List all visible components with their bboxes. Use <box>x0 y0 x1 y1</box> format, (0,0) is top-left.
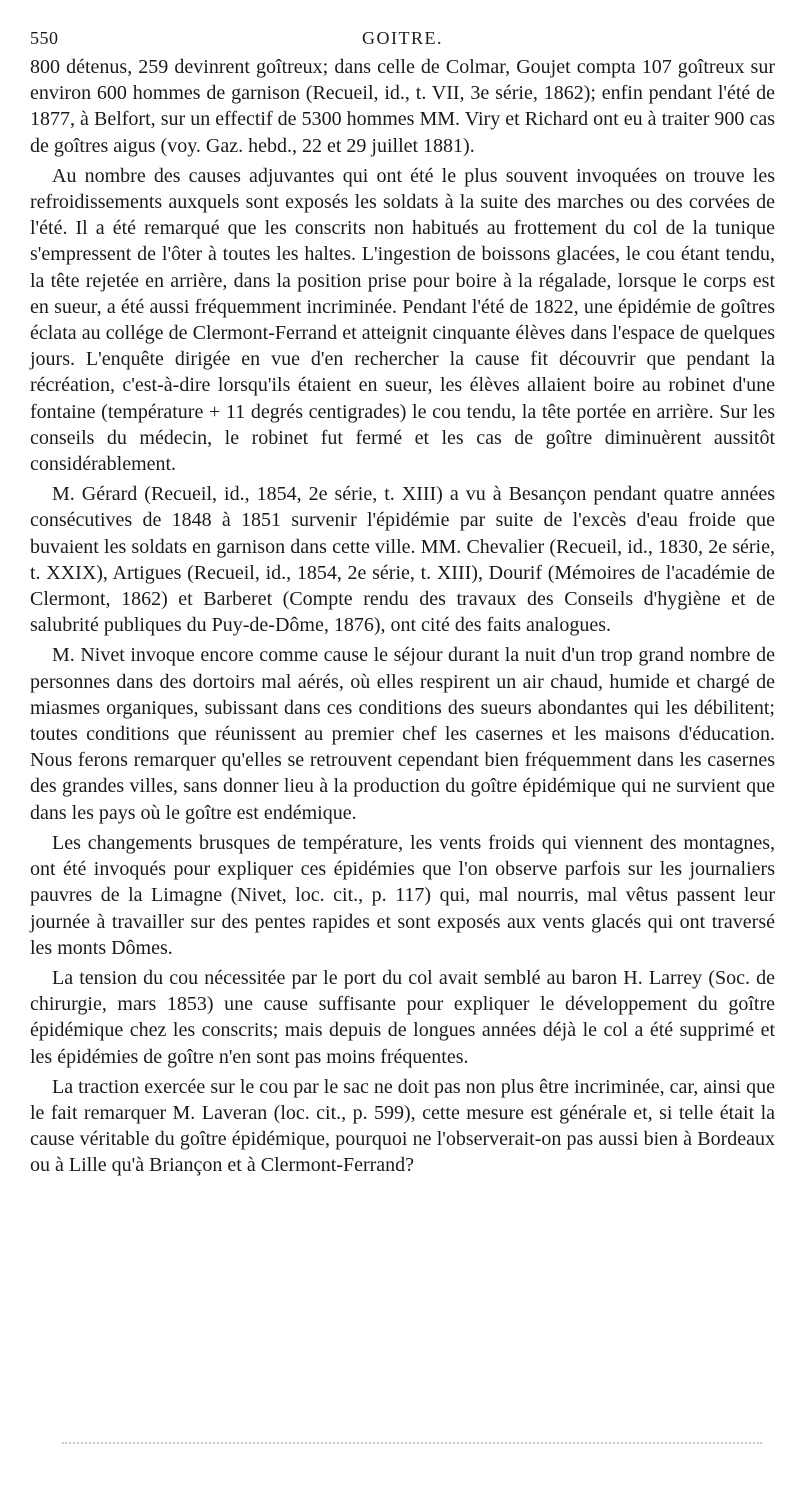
paragraph-5: Les changements brusques de température, les vents froids qui viennent des montagnes, ont été invoqués pour expliquer ces épidémies que l'on observe parfois sur les journaliers pauvres de la Limagne (Nivet, loc. cit., p. 117) qui, mal nourris, mal vêtus passent leur journée à travailler sur des pentes rapides et sont exposés aux vents glacés qui ont traversé les monts Dômes. <box>30 831 775 959</box>
paragraph-4: M. Nivet invoque encore comme cause le séjour durant la nuit d'un trop grand nombre de personnes dans des dortoirs mal aérés, où elles respirent un air chaud, humide et chargé de miasmes organiques, subissant dans ces conditions des sueurs abondantes qui les débilitent; toutes conditions que réunissent au premier chef les casernes et les maisons d'éducation. Nous ferons remarquer qu'elles se retrouvent cependant bien fréquemment dans les casernes des grandes villes, sans donner lieu à la production du goître épidémique qui ne survient que dans les pays où le goître est endémique. <box>30 644 775 824</box>
page-number: 550 <box>30 28 59 48</box>
paragraph-7: La traction exercée sur le cou par le sac ne doit pas non plus être incriminée, car, ainsi que le fait remarquer M. Laveran (loc. cit., p. 599), cette mesure est générale et, si telle était la cause véritable du goître épidémique, pourquoi ne l'observerait-on pas aussi bien à Bordeaux ou à Lille qu'à Briançon et à Clermont-Ferrand? <box>30 1075 775 1177</box>
paragraph-3: M. Gérard (Recueil, id., 1854, 2e série, t. XIII) a vu à Besançon pendant quatre années consécutives de 1848 à 1851 survenir l'épidémie par suite de l'excès d'eau froide que buvaient les soldats en garnison dans cette ville. MM. Chevalier (Recueil, id., 1830, 2e série, t. XXIX), Artigues (Recueil, id., 1854, 2e série, t. XIII), Dourif (Mémoires de l'académie de Clermont, 1862) et Barberet (Compte rendu des travaux des Conseils d'hygiène et de salubrité publiques du Puy-de-Dôme, 1876), ont cité des faits analogues. <box>30 483 775 637</box>
body-text <box>30 54 775 1179</box>
running-head <box>30 28 775 50</box>
paragraph-6: La tension du cou nécessitée par le port du col avait semblé au baron H. Larrey (Soc. de chirurgie, mars 1853) une cause suffisante pour expliquer le développement du goître épidémique chez les conscrits; mais depuis de longues années déjà le col a été supprimé et les épidémies de goître n'en sont pas moins fréquentes. <box>30 966 775 1068</box>
paragraph-1: 800 détenus, 259 devinrent goîtreux; dans celle de Colmar, Goujet compta 107 goîtreux sur environ 600 hommes de garnison (Recueil, id., t. VII, 3e série, 1862); enfin pendant l'été de 1877, à Belfort, sur un effectif de 5300 hommes MM. Viry et Richard ont eu à traiter 900 cas de goîtres aigus (voy. Gaz. hebd., 22 et 29 juillet 1881). <box>30 56 775 157</box>
footer-rule <box>62 1442 762 1444</box>
paragraph-2: Au nombre des causes adjuvantes qui ont été le plus souvent invoquées on trouve les refroidissements auxquels sont exposés les soldats à la suite des marches ou des corvées de l'été. Il a été remarqué que les conscrits non habitués au frottement du col de la tunique s'empressent de l'ôter à toutes les haltes. L'ingestion de boissons glacées, le cou étant tendu, la tête rejetée en arrière, dans la position prise pour boire à la régalade, lorsque le corps est en sueur, a été aussi fréquemment incriminée. Pendant l'été de 1822, une épidémie de goîtres éclata au collége de Clermont-Ferrand et atteignit cinquante élèves dans l'espace de quelques jours. L'enquête dirigée en vue d'en rechercher la cause fit découvrir que pendant la récréation, c'est-à-dire lorsqu'ils étaient en sueur, les élèves allaient boire au robinet d'une fontaine (température + 11 degrés centigrades) le cou tendu, la tête portée en arrière. Sur les conseils du médecin, le robinet fut fermé et les cas de goître diminuèrent aussitôt considérablement. <box>30 164 775 476</box>
running-title: GOITRE. <box>362 28 443 48</box>
document-page <box>30 28 775 1179</box>
